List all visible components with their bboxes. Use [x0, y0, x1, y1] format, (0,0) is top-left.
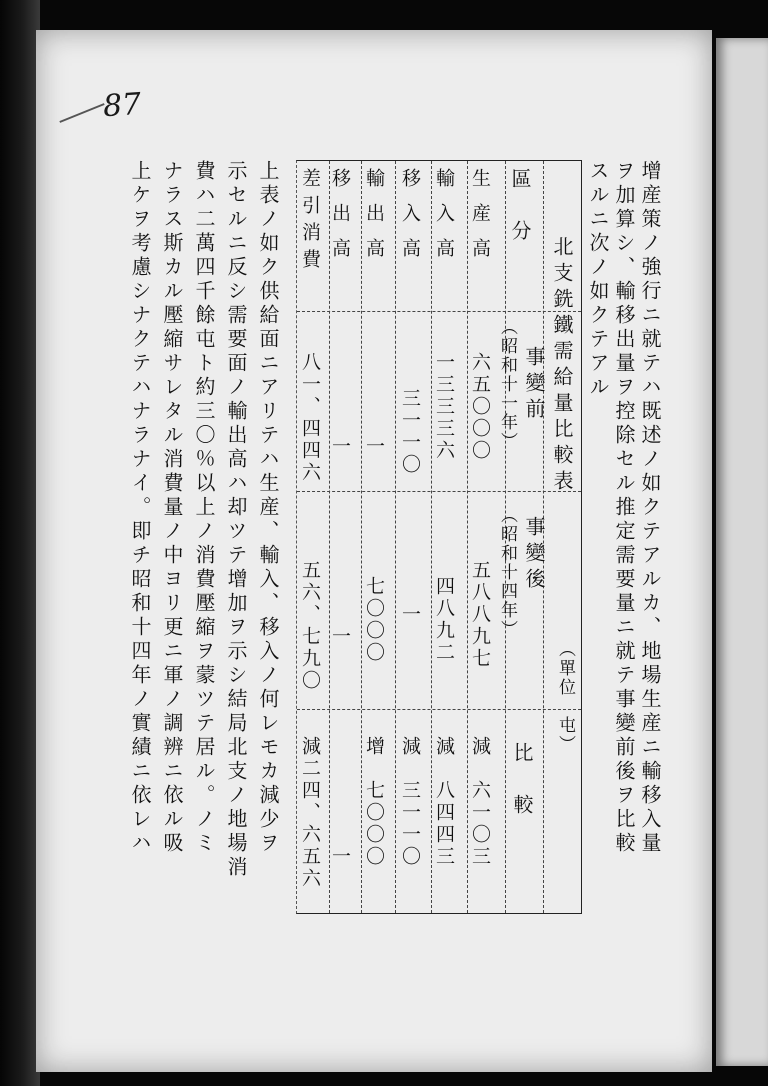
table-col-divider	[467, 161, 468, 913]
cell-after-net: 五六、七九〇	[299, 560, 321, 692]
row-label-export: 輸出高	[363, 168, 385, 273]
table-unit: （單位 屯）	[555, 640, 575, 754]
cell-after-production: 五八八九七	[469, 560, 491, 670]
header-after: 事變後	[522, 516, 546, 594]
cell-compare-export: 增 七〇〇〇	[363, 736, 385, 868]
table-row-divider	[297, 709, 581, 710]
table-row-divider	[297, 311, 581, 312]
header-category: 區 分	[508, 168, 532, 246]
intro-line-2: ヲ加算シ、輸移出量ヲ控除セル推定需要量ニ就テ事變前後ヲ比較	[612, 160, 636, 856]
cell-after-export: 七〇〇〇	[363, 576, 385, 664]
cell-compare-inflow: 減 三一一〇	[399, 736, 421, 868]
cell-before-inflow: 三一一〇	[399, 388, 421, 476]
cell-compare-import: 減 八四四三	[433, 736, 455, 868]
body-line-3: 費ハ二萬四千餘屯ト約三〇％以上ノ消費壓縮ヲ蒙ツテ居ル。ノミ	[192, 160, 216, 856]
table-col-divider	[329, 161, 330, 913]
row-label-outflow: 移出高	[329, 168, 351, 273]
cell-compare-outflow: 一	[329, 846, 351, 868]
header-before: 事變前	[522, 346, 546, 424]
cell-before-net: 八一、四四六	[299, 352, 321, 484]
intro-line-1: 增産策ノ強行ニ就テハ既述ノ如クテアルカ、地場生産ニ輸移入量	[638, 160, 662, 856]
body-line-5: 上ケヲ考慮シナクテハナラナイ。即チ昭和十四年ノ實績ニ依レハ	[128, 160, 152, 856]
cell-before-outflow: 一	[329, 436, 351, 458]
table-title: 北支銑鐵需給量比較表	[550, 236, 574, 496]
cell-after-import: 四八九二	[433, 576, 455, 664]
table-row-divider	[297, 491, 581, 492]
body-line-2: 示セルニ反シ需要面ノ輸出高ハ却ツテ增加ヲ示シ結局北支ノ地場消	[224, 160, 248, 880]
table-col-divider	[361, 161, 362, 913]
header-before-year: （昭和十一年）	[497, 318, 517, 451]
row-label-net-consumption: 差引消費	[299, 168, 321, 276]
cell-compare-production: 減 六一〇三	[469, 736, 491, 868]
intro-line-3: スルニ次ノ如クテアル	[586, 160, 610, 400]
adjacent-page-edge	[716, 38, 768, 1066]
body-line-4: ナラス斯カル壓縮サレタル消費量ノ中ヨリ更ニ軍ノ調辨ニ依ル吸	[160, 160, 184, 856]
cell-before-export: 一	[363, 436, 385, 458]
row-label-import: 輸入高	[433, 168, 455, 273]
book-binding-shadow	[0, 0, 40, 1086]
table-col-divider	[395, 161, 396, 913]
cell-compare-net: 減二四、六五六	[299, 736, 321, 890]
row-label-production: 生産高	[469, 168, 491, 273]
row-label-inflow: 移入高	[399, 168, 421, 273]
cell-after-outflow: 一	[329, 626, 351, 648]
cell-before-production: 六五〇〇〇	[469, 352, 491, 462]
cell-after-inflow: 一	[399, 604, 421, 626]
page-number: 87	[101, 86, 143, 125]
cell-before-import: 一三三三六	[433, 352, 455, 462]
body-line-1: 上表ノ如ク供給面ニアリテハ生産、輸入、移入ノ何レモカ減少ヲ	[256, 160, 280, 856]
table-col-divider	[431, 161, 432, 913]
header-compare: 比 較	[510, 742, 534, 820]
header-after-year: （昭和十四年）	[497, 506, 517, 639]
